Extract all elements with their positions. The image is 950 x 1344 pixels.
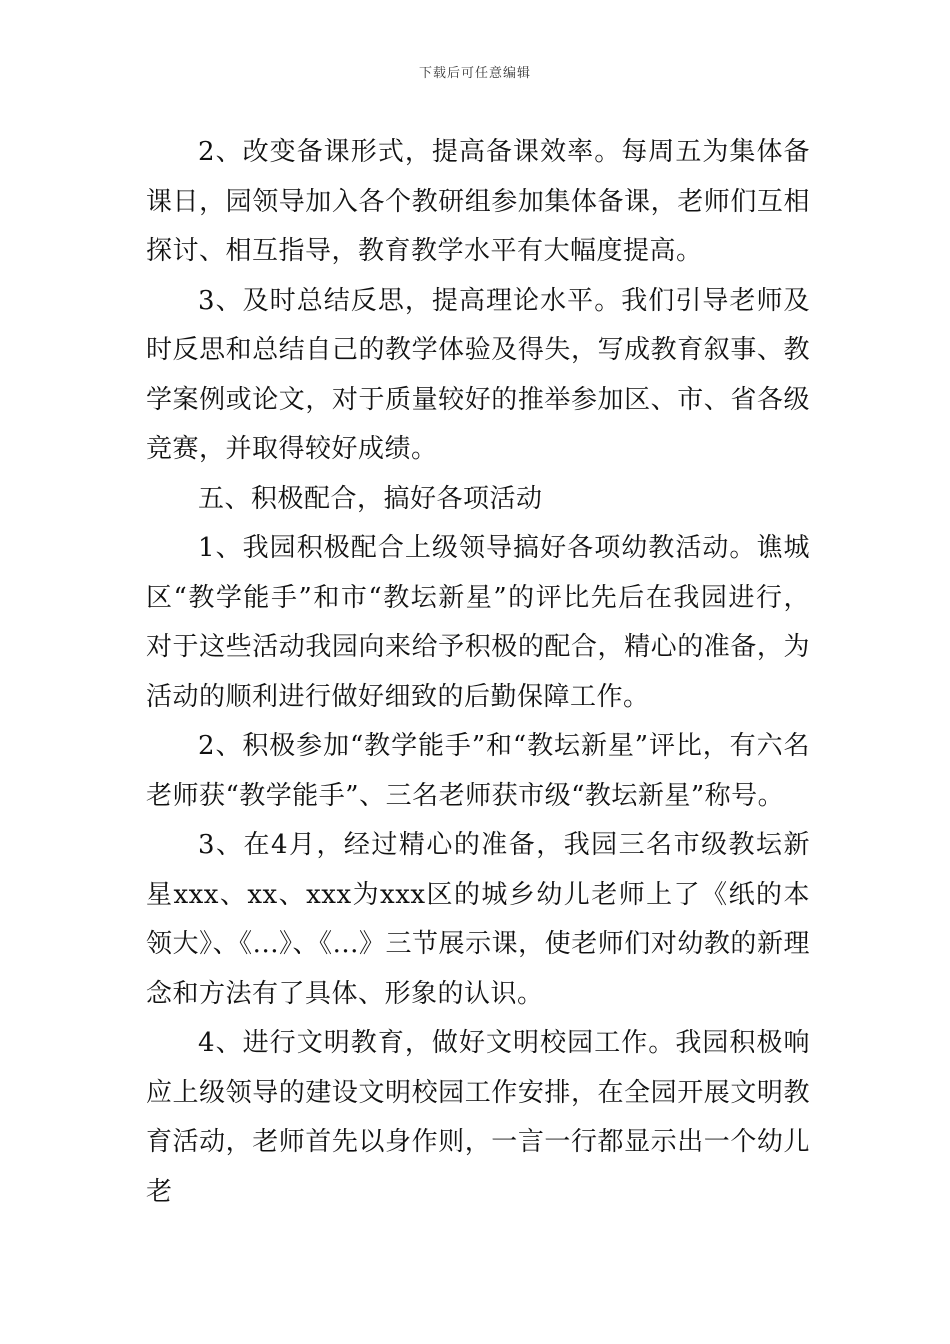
paragraph-item-3: 3、及时总结反思，提高理论水平。我们引导老师及时反思和总结自己的教学体验及得失，写成教育叙事、教学案例或论文，对于质量较好的推举参加区、市、省各级竞赛，并取得较好成绩。 [146,285,810,464]
paragraph-activity-3: 3、在4月，经过精心的准备，我园三名市级教坛新星xxx、xx、xxx为xxx区的城乡幼儿老师上了《纸的本领大》、《...》、《...》三节展示课，使老师们对幼教的新理念和方法有了具体、形象的认识。 [146,830,810,1009]
section-heading-five: 五、积极配合，搞好各项活动 [198,483,543,514]
paragraph-activity-1: 1、我园积极配合上级领导搞好各项幼教活动。谯城区“教学能手”和市“教坛新星”的评比先后在我园进行，对于这些活动我园向来给予积极的配合，精心的准备，为活动的顺利进行做好细致的后勤保障工作。 [146,533,810,712]
paragraph-activity-4: 4、进行文明教育，做好文明校园工作。我园积极响应上级领导的建设文明校园工作安排，在全园开展文明教育活动，老师首先以身作则，一言一行都显示出一个幼儿老 [146,1028,810,1207]
page-header: 下载后可任意编辑 [418,66,531,81]
document-body [146,128,810,1217]
paragraph-activity-2: 2、积极参加“教学能手”和“教坛新星”评比，有六名老师获“教学能手”、三名老师获市级“教坛新星”称号。 [146,731,810,811]
paragraph-item-2: 2、改变备课形式，提高备课效率。每周五为集体备课日，园领导加入各个教研组参加集体备课，老师们互相探讨、相互指导，教育教学水平有大幅度提高。 [146,137,810,266]
